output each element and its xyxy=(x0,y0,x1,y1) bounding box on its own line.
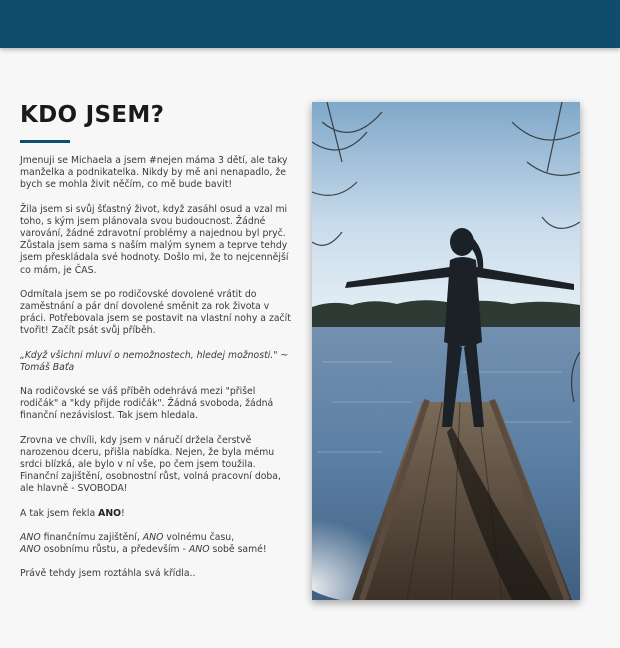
paragraph-parental: Na rodičovské se váš příběh odehrává mezi "přišel rodičák" a "kdy přijde rodičák". Žádná svoboda, žádná finanční nezávislost. Tak jsem hledala. xyxy=(20,386,274,422)
paragraph-ano-list xyxy=(20,532,295,556)
paragraph-intro: Jmenuji se Michaela a jsem #nejen máma 3 dětí, ale taky manželka a podnikatelka. Nikdy by mě ani nenapadlo, že bych se mohla živit něčím, co mě bude bavit! xyxy=(20,155,288,191)
yes-prefix: A tak jsem řekla xyxy=(20,507,99,519)
yes-bold: ANO xyxy=(98,507,122,519)
ano-text-3: osobnímu růstu, a především - xyxy=(40,544,189,556)
ano-2: ANO xyxy=(142,531,164,543)
ano-text-1: finančnímu zajištění, xyxy=(40,531,143,543)
ano-1: ANO xyxy=(20,531,41,543)
quote xyxy=(20,350,295,374)
ano-3: ANO xyxy=(20,544,41,556)
about-section xyxy=(20,100,295,592)
ano-text-4: sobě samé! xyxy=(209,544,267,556)
ano-4: ANO xyxy=(188,544,210,556)
title-underline xyxy=(20,140,70,143)
quote-text: „Když všichni mluví o nemožnostech, hledej možnosti." ~ Tomáš Baťa xyxy=(20,349,289,373)
paragraph-offer: Zrovna ve chvíli, kdy jsem v náručí držela čerstvě narozenou dceru, přišla nabídka. Nejen, že byla mému srdci blízká, ale bylo v ní vše, po čem jsem toužila. Finanční zajištění, osobnostní růst, volná pracovní doba, ale hlavně - SVOBODA! xyxy=(20,434,281,495)
paragraph-story: Žila jsem si svůj šťastný život, když zasáhl osud a vzal mi toho, s kým jsem plánovala svou budoucnost. Žádné varování, žádné zdravotní problémy a najednou byl pryč. Zůstala jsem sama s naším malým synem a teprve tehdy jsem přeskládala své hodnoty. Došlo mi, že to nejcennější co mám, je ČAS. xyxy=(20,203,289,276)
about-text xyxy=(20,155,295,580)
photo-illustration xyxy=(312,102,580,600)
paragraph-decision: Odmítala jsem se po rodičovské dovolené vrátit do zaměstnání a pár dní dovolené směnit za rok života v práci. Potřebovala jsem se postavit na vlastní nohy a začít tvořit! Začít psát svůj příběh. xyxy=(20,288,291,337)
top-navigation-bar xyxy=(0,0,620,48)
paragraph-wings: Právě tehdy jsem roztáhla svá křídla.. xyxy=(20,568,196,580)
woman-on-pier-photo xyxy=(312,102,580,600)
paragraph-yes xyxy=(20,508,295,520)
section-title: KDO JSEM? xyxy=(20,102,165,128)
ano-text-2: volnému času, xyxy=(163,531,235,543)
yes-suffix: ! xyxy=(121,507,125,519)
